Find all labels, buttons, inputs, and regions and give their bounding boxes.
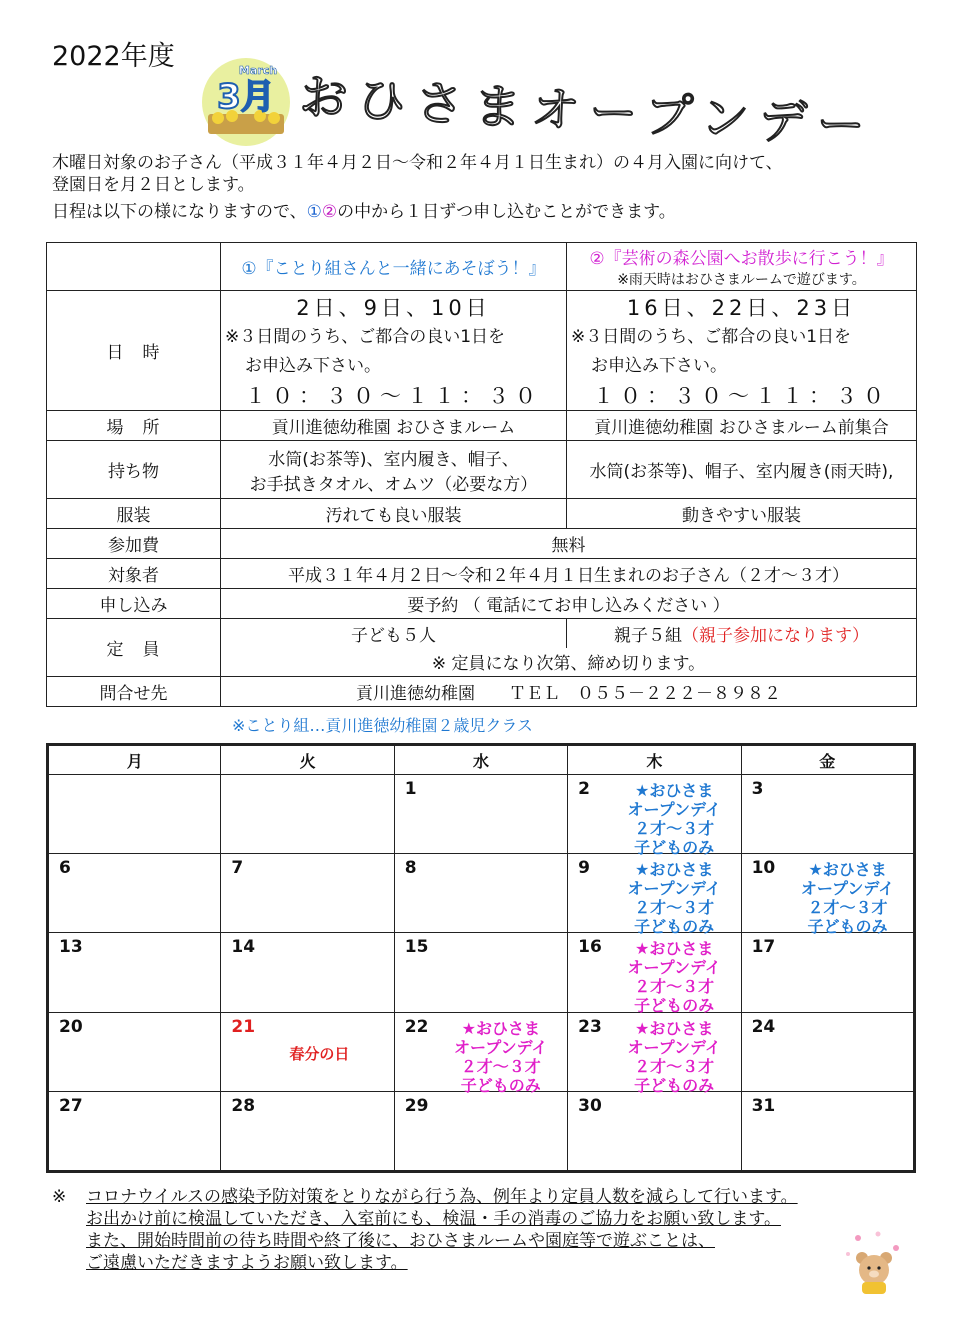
calendar-day-number: 3 — [751, 779, 764, 799]
apply-value: 要予約 （ 電話にてお申し込みください ） — [221, 589, 917, 619]
contact-label: 問合せ先 — [47, 677, 221, 707]
notes-mark: ※ — [52, 1187, 67, 1207]
open-day-event — [618, 939, 730, 1015]
calendar-day-cell — [48, 1091, 221, 1171]
contact-value: 貢川進徳幼稚園 ＴＥＬ ０５５－２２２－８９８２ — [221, 677, 917, 707]
option2-choose-note-1: ※３日間のうち、ご都合の良い1日を — [571, 326, 852, 347]
notes-block — [52, 1186, 798, 1274]
option1-time: １０：３０～１１：３０ — [245, 383, 542, 408]
cal-header-mon: 月 — [48, 745, 221, 775]
option1-clothes: 汚れても良い服装 — [221, 499, 567, 529]
calendar-week — [48, 775, 915, 854]
open-day-event-line: 子どものみ — [634, 996, 715, 1016]
option1-place: 貢川進徳幼稚園 おひさまルーム — [221, 411, 567, 441]
open-day-event — [792, 860, 904, 936]
cal-header-thu: 木 — [568, 745, 741, 775]
option2-capacity-b: （親子参加になります） — [682, 625, 869, 646]
open-day-event-line: 子どものみ — [634, 1075, 715, 1095]
open-day-event-line: ★おひさま — [634, 781, 714, 800]
calendar-day-number: 20 — [59, 1016, 83, 1037]
capacity-note: ※ 定員になり次第、締め切ります。 — [221, 648, 917, 677]
calendar-day-cell — [568, 933, 741, 1016]
calendar-day-number: 27 — [59, 1095, 83, 1116]
calendar-day-number: 28 — [231, 1095, 256, 1116]
calendar-day-number: 9 — [578, 858, 591, 879]
fee-value: 無料 — [221, 529, 917, 559]
calendar-day-cell — [221, 933, 394, 1012]
calendar-day-cell — [568, 775, 741, 857]
cal-header-fri: 金 — [741, 745, 914, 775]
page-title: おひさまオープンデー — [298, 69, 877, 156]
option2-time: １０：３０～１１：３０ — [593, 383, 890, 408]
open-day-event-line: ２才～３才 — [634, 1056, 715, 1076]
calendar-day-number: 15 — [404, 937, 429, 958]
notes-line-2: お出かけ前に検温していただき、入室前にも、検温・手の消毒のご協力をお願い致します。 — [86, 1209, 781, 1229]
info-table — [46, 242, 917, 707]
cal-header-tue: 火 — [221, 745, 394, 775]
intro-line-2: 登園日を月２日とします。 — [52, 175, 255, 195]
open-day-event-line: オープンデイ — [454, 1037, 548, 1057]
calendar-day-cell — [221, 775, 394, 854]
option1-items — [221, 441, 567, 499]
target-label: 対象者 — [47, 559, 221, 589]
calendar-week — [48, 854, 915, 933]
apply-label: 申し込み — [47, 589, 221, 619]
open-day-event-line: ★おひさま — [461, 1018, 540, 1038]
intro-line-3 — [52, 201, 676, 223]
calendar-day-cell — [741, 1091, 914, 1171]
calendar-day-cell — [48, 933, 221, 1012]
calendar-table — [46, 743, 916, 1173]
option1-datetime — [221, 291, 567, 411]
calendar-day-number: 24 — [751, 1016, 776, 1037]
notes-line-3: また、開始時間前の待ち時間や終了後に、おひさまルームや園庭等で遊ぶことは、 — [86, 1231, 715, 1251]
calendar-day-number: 30 — [578, 1095, 602, 1116]
calendar-day-cell — [741, 775, 914, 854]
calendar-day-cell — [48, 854, 221, 933]
calendar-day-cell — [741, 933, 914, 1012]
open-day-event — [445, 1019, 557, 1095]
calendar-day-number: 21 — [231, 1016, 256, 1037]
calendar-day-number: 7 — [231, 858, 244, 879]
open-day-event-line: ★おひさま — [808, 860, 887, 880]
option2-title-cell — [567, 243, 917, 291]
intro-num-1: ① — [306, 202, 322, 222]
calendar-week — [48, 933, 915, 1012]
option1-title: ①『ことり組さんと一緒にあそぼう！』 — [221, 243, 567, 291]
open-day-event — [618, 1019, 730, 1095]
option2-dates: 16日、22日、23日 — [626, 295, 857, 320]
items-label: 持ち物 — [47, 441, 221, 499]
holiday-label: 春分の日 — [289, 1044, 350, 1063]
calendar-day-number: 17 — [751, 937, 776, 958]
option2-clothes: 動きやすい服装 — [567, 499, 917, 529]
kotori-footnote: ※ことり組…貢川進徳幼稚園２歳児クラス — [232, 716, 533, 735]
open-day-event-line: オープンデイ — [627, 879, 721, 899]
calendar-day-number: 2 — [578, 779, 591, 799]
open-day-event-line: ★おひさま — [634, 860, 714, 880]
notes-line-4: ご遠慮いただきますようお願い致します。 — [86, 1253, 408, 1273]
open-day-event-line: ★おひさま — [634, 1018, 714, 1038]
option1-choose-note-1: ※３日間のうち、ご都合の良い1日を — [225, 326, 506, 347]
calendar-day-number: 8 — [404, 858, 417, 879]
info-header-blank — [47, 243, 221, 291]
intro-line-3a: 日程は以下の様になりますので、 — [52, 202, 307, 222]
open-day-event-line: オープンデイ — [800, 879, 895, 899]
open-day-event-line: ２才～３才 — [634, 898, 715, 918]
calendar-day-number: 29 — [404, 1095, 429, 1116]
fee-label: 参加費 — [47, 529, 221, 559]
calendar-day-cell — [394, 775, 567, 854]
open-day-event-line: 子どものみ — [460, 1075, 541, 1095]
calendar-day-cell — [221, 854, 394, 933]
intro-num-2: ② — [321, 202, 338, 222]
open-day-event-line: ２才～３才 — [460, 1056, 541, 1076]
option2-choose-note-2: お申込み下さい。 — [591, 355, 727, 376]
calendar-day-number: 31 — [751, 1095, 776, 1116]
calendar-day-cell — [394, 933, 567, 1012]
calendar-day-cell — [568, 1012, 741, 1095]
open-day-event-line: オープンデイ — [627, 1037, 721, 1057]
calendar-day-cell — [394, 854, 567, 933]
badge-month-text: 3月 — [217, 77, 275, 117]
calendar-day-cell — [221, 1012, 394, 1091]
open-day-event-line: 子どものみ — [807, 917, 888, 937]
option2-capacity-a: 親子５組 — [614, 625, 682, 646]
calendar-week — [48, 1091, 915, 1171]
calendar-day-cell — [394, 1091, 567, 1171]
intro-line-3b: の中から１日ずつ申し込むことができます。 — [337, 202, 676, 222]
open-day-event-line: ２才～３才 — [634, 977, 715, 997]
calendar-day-number: 14 — [231, 937, 256, 958]
open-day-event-line: ★おひさま — [634, 939, 714, 959]
calendar-day-cell — [741, 854, 914, 937]
clothes-label: 服装 — [47, 499, 221, 529]
place-label: 場 所 — [47, 411, 221, 441]
open-day-event-line: オープンデイ — [627, 958, 721, 978]
calendar-day-cell — [221, 1091, 394, 1171]
open-day-event-line: オープンデイ — [627, 800, 721, 819]
option2-items: 水筒(お茶等)、帽子、室内履き(雨天時), — [567, 441, 917, 499]
bear-illustration-icon — [838, 1228, 908, 1298]
year-label: 2022年度 — [52, 41, 175, 72]
option2-note: ※雨天時はおひさまルームで遊びます。 — [617, 272, 866, 288]
option1-items-2: お手拭きタオル、オムツ（必要な方） — [249, 474, 538, 495]
option2-capacity — [567, 619, 917, 648]
calendar-day-number: 10 — [751, 858, 776, 879]
calendar-day-number: 6 — [59, 858, 71, 879]
capacity-label: 定 員 — [47, 619, 221, 677]
open-day-event-line: ２才～３才 — [807, 898, 888, 918]
march-badge-icon — [200, 56, 292, 148]
target-value: 平成３１年４月２日～令和２年４月１日生まれのお子さん（２才～３才） — [221, 559, 917, 589]
calendar-day-cell — [394, 1012, 567, 1095]
cal-header-wed: 水 — [394, 745, 567, 775]
open-day-event — [618, 781, 730, 857]
datetime-label: 日 時 — [47, 291, 221, 411]
calendar-day-number: 1 — [404, 779, 417, 799]
calendar-day-number: 16 — [578, 937, 602, 958]
option1-capacity: 子ども５人 — [221, 619, 567, 648]
option1-dates: 2日、9日、10日 — [296, 295, 491, 320]
calendar-day-cell — [741, 1012, 914, 1091]
notes-line-1: コロナウイルスの感染予防対策をとりながら行う為、例年より定員人数を減らして行います。 — [86, 1187, 798, 1207]
calendar-day-number: 23 — [578, 1016, 602, 1037]
open-day-event-line: 子どものみ — [634, 838, 715, 857]
calendar-day-cell — [568, 1091, 741, 1171]
open-day-event-line: ２才～３才 — [634, 819, 715, 838]
intro-line-1: 木曜日対象のお子さん（平成３１年４月２日～令和２年４月１日生まれ）の４月入園に向けて、 — [52, 153, 783, 173]
option2-place: 貢川進徳幼稚園 おひさまルーム前集合 — [567, 411, 917, 441]
calendar-day-cell — [48, 1012, 221, 1091]
open-day-event — [618, 860, 730, 936]
calendar-day-cell — [48, 775, 221, 854]
calendar-week — [48, 1012, 915, 1091]
open-day-event-line: 子どものみ — [634, 917, 715, 937]
calendar-day-cell — [568, 854, 741, 937]
option2-datetime — [567, 291, 917, 411]
option1-items-1: 水筒(お茶等)、室内履き、帽子、 — [268, 449, 519, 470]
option2-title: ②『芸術の森公園へお散歩に行こう！』 — [589, 249, 894, 269]
option1-choose-note-2: お申込み下さい。 — [245, 355, 381, 376]
calendar-day-number: 13 — [59, 937, 83, 958]
calendar-day-number: 22 — [404, 1016, 429, 1037]
badge-sub-text: March — [238, 64, 278, 77]
